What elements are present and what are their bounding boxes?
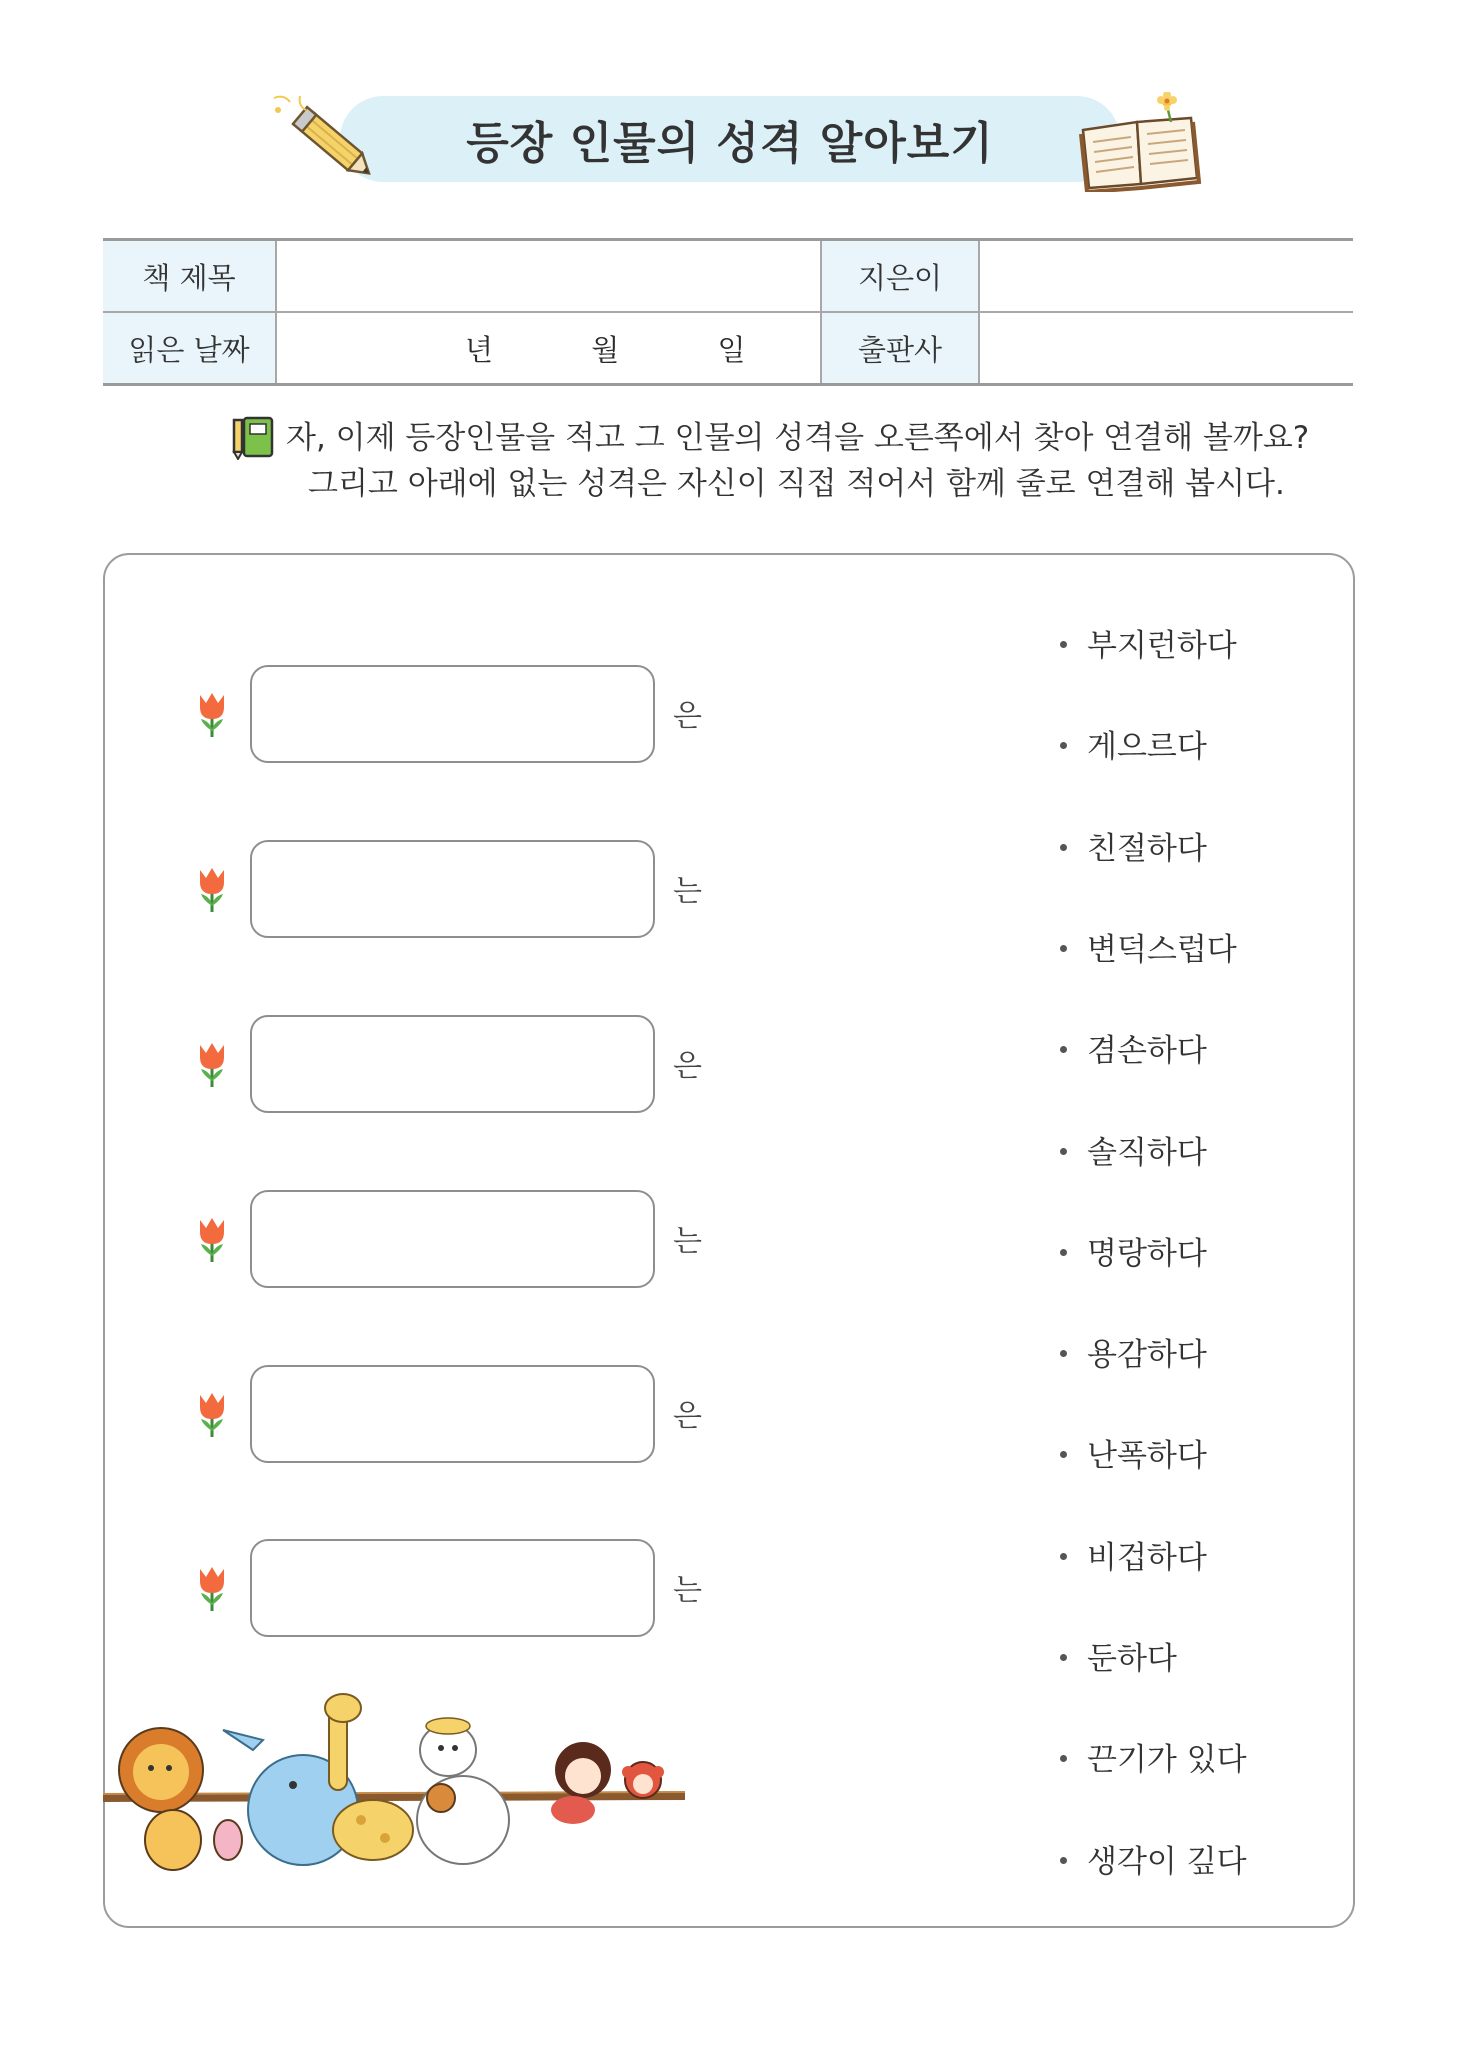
bullet-dot xyxy=(1060,641,1067,648)
character-row xyxy=(195,1539,715,1643)
author-label: 지은이 xyxy=(821,240,979,313)
trait-item xyxy=(1060,1127,1207,1172)
trait-label: 생각이 깊다 xyxy=(1087,1843,1247,1880)
animals-on-rope-illustration xyxy=(103,1690,693,1890)
book-title-field[interactable] xyxy=(276,240,821,313)
instruction-line-1: 자, 이제 등장인물을 적고 그 인물의 성격을 오른쪽에서 찾아 연결해 볼까요? xyxy=(286,420,1310,456)
character-name-box[interactable] xyxy=(250,1365,655,1463)
character-name-box[interactable] xyxy=(250,665,655,763)
trait-item xyxy=(1060,1025,1207,1070)
tulip-icon xyxy=(195,689,229,739)
character-name-box[interactable] xyxy=(250,1190,655,1288)
character-row xyxy=(195,1365,715,1469)
bullet-dot xyxy=(1060,1350,1067,1357)
bullet-dot xyxy=(1060,844,1067,851)
page-title: 등장 인물의 성격 알아보기 xyxy=(466,118,994,169)
bullet-dot xyxy=(1060,945,1067,952)
bullet-dot xyxy=(1060,1755,1067,1762)
trait-label: 끈기가 있다 xyxy=(1087,1742,1247,1779)
trait-item xyxy=(1060,924,1237,969)
character-row xyxy=(195,665,715,769)
bullet-dot xyxy=(1060,1148,1067,1155)
publisher-label: 출판사 xyxy=(821,312,979,385)
topic-particle: 는 xyxy=(673,1573,702,1608)
trait-label: 난폭하다 xyxy=(1087,1438,1207,1475)
tulip-icon xyxy=(195,864,229,914)
character-row xyxy=(195,840,715,944)
trait-item xyxy=(1060,823,1207,868)
read-date-field[interactable] xyxy=(276,312,821,385)
topic-particle: 은 xyxy=(673,699,702,734)
trait-item xyxy=(1060,1430,1207,1475)
trait-label: 게으르다 xyxy=(1087,729,1207,766)
trait-item xyxy=(1060,620,1237,665)
publisher-field[interactable] xyxy=(979,312,1353,385)
character-name-box[interactable] xyxy=(250,840,655,938)
instruction-line-2: 그리고 아래에 없는 성격은 자신이 직접 적어서 함께 줄로 연결해 봅시다. xyxy=(308,466,1285,502)
bullet-dot xyxy=(1060,1654,1067,1661)
character-name-box[interactable] xyxy=(250,1539,655,1637)
bullet-dot xyxy=(1060,742,1067,749)
trait-item xyxy=(1060,1836,1247,1881)
day-label: 일 xyxy=(717,332,746,367)
trait-item xyxy=(1060,1734,1247,1779)
character-name-box[interactable] xyxy=(250,1015,655,1113)
trait-label: 겸손하다 xyxy=(1087,1033,1207,1070)
topic-particle: 는 xyxy=(673,1224,702,1259)
bullet-dot xyxy=(1060,1451,1067,1458)
topic-particle: 은 xyxy=(673,1049,702,1084)
trait-item xyxy=(1060,1633,1177,1678)
topic-particle: 는 xyxy=(673,874,702,909)
trait-label: 둔하다 xyxy=(1087,1641,1177,1677)
trait-label: 부지런하다 xyxy=(1087,628,1237,664)
author-field[interactable] xyxy=(979,240,1353,313)
book-title-label: 책 제목 xyxy=(103,240,276,313)
bullet-dot xyxy=(1060,1857,1067,1864)
trait-label: 솔직하다 xyxy=(1087,1134,1207,1171)
bullet-dot xyxy=(1060,1046,1067,1053)
book-info-table xyxy=(103,238,1353,386)
trait-item xyxy=(1060,1228,1207,1273)
trait-label: 친절하다 xyxy=(1087,830,1207,867)
character-row xyxy=(195,1015,715,1119)
trait-label: 명랑하다 xyxy=(1087,1235,1207,1272)
tulip-icon xyxy=(195,1039,229,1089)
trait-label: 용감하다 xyxy=(1087,1337,1207,1374)
year-label: 년 xyxy=(465,332,494,367)
tulip-icon xyxy=(195,1563,229,1613)
bullet-dot xyxy=(1060,1249,1067,1256)
tulip-icon xyxy=(195,1389,229,1439)
trait-label: 비겁하다 xyxy=(1087,1539,1207,1576)
tulip-icon xyxy=(195,1214,229,1264)
trait-item xyxy=(1060,1532,1207,1577)
trait-item xyxy=(1060,721,1207,766)
month-label: 월 xyxy=(591,332,620,367)
read-date-label: 읽은 날짜 xyxy=(103,312,276,385)
trait-item xyxy=(1060,1329,1207,1374)
character-row xyxy=(195,1190,715,1294)
bullet-dot xyxy=(1060,1553,1067,1560)
trait-label: 변덕스럽다 xyxy=(1087,931,1237,968)
notebook-pencil-icon xyxy=(232,414,276,460)
topic-particle: 은 xyxy=(673,1399,702,1434)
